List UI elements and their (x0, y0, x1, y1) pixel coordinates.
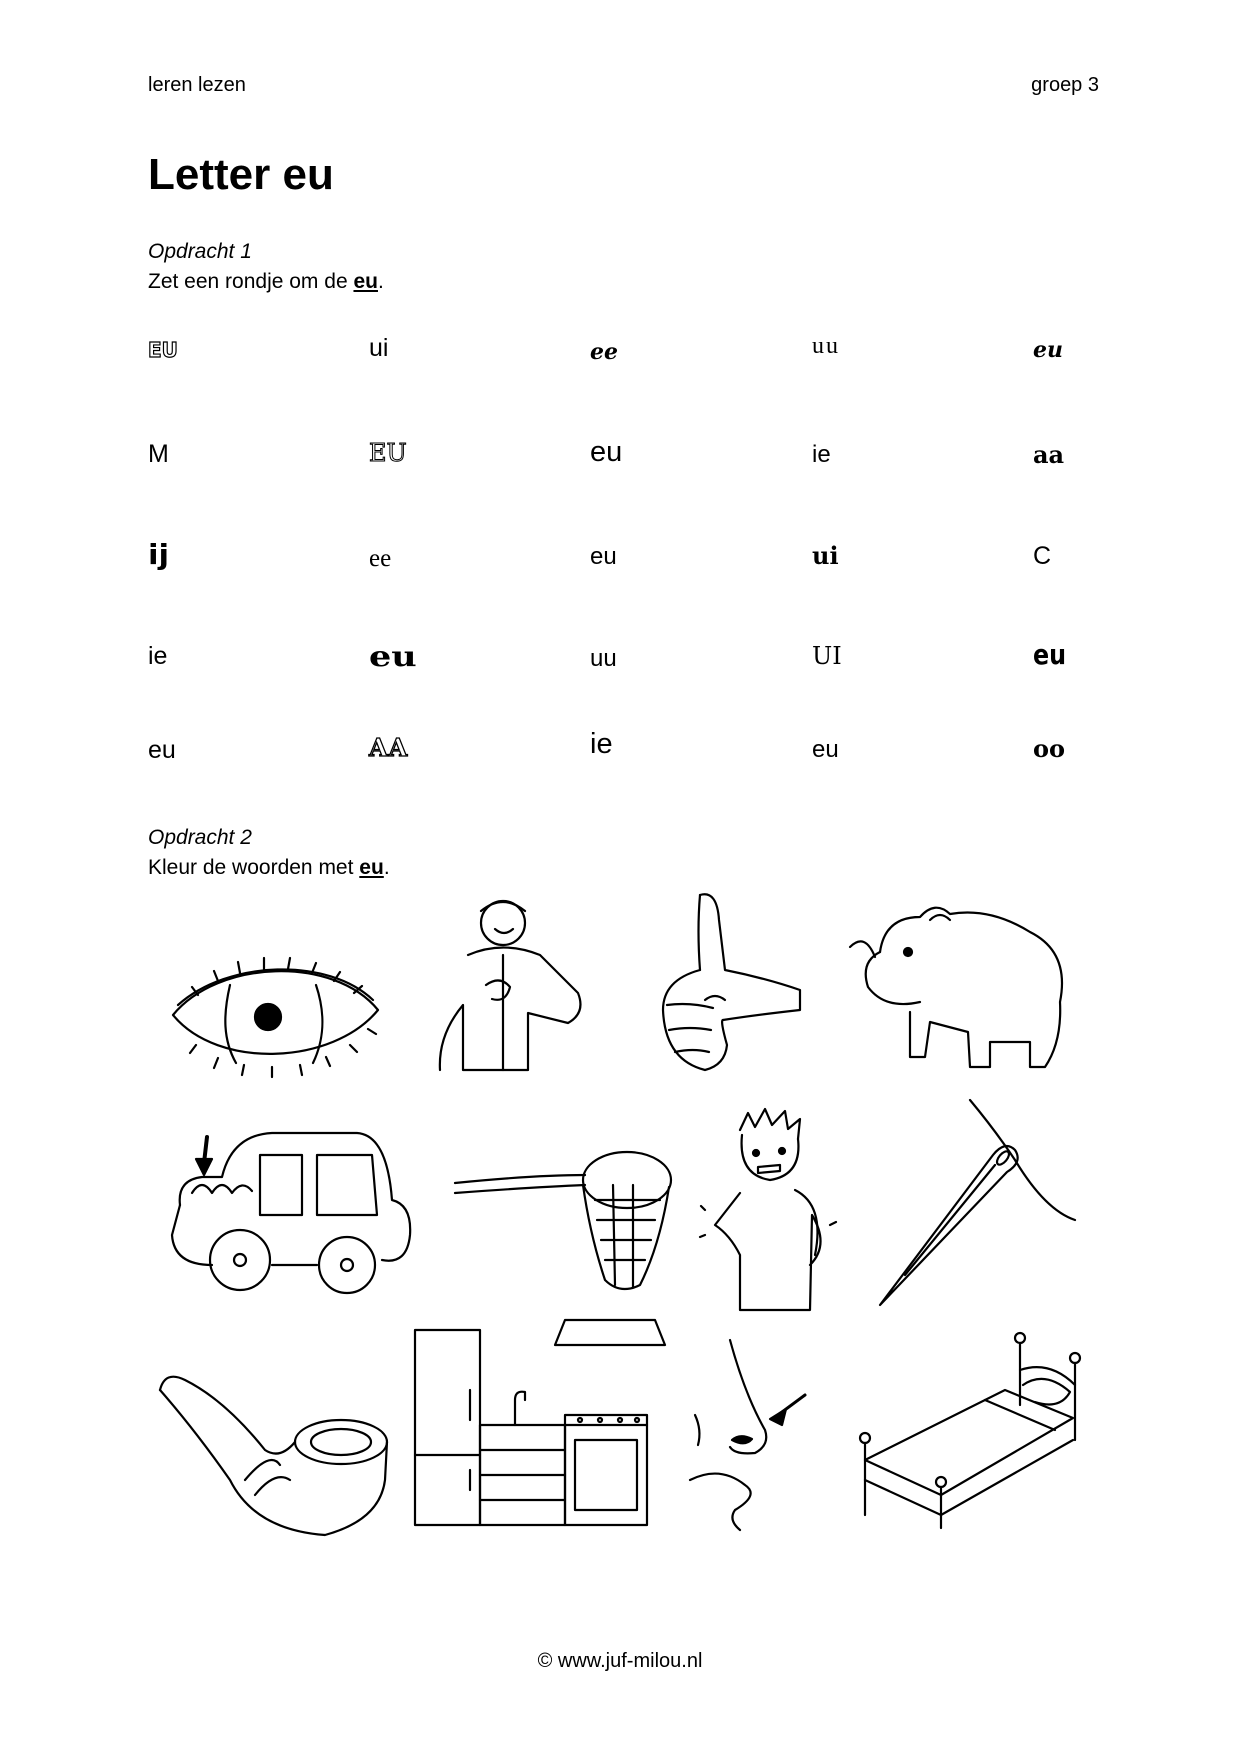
exercise2-instruction (148, 856, 390, 880)
letter-cell[interactable]: AA (369, 733, 409, 762)
letter-cell[interactable]: ee (590, 339, 618, 365)
letter-cell[interactable]: ee (369, 545, 392, 572)
exercise1-instruction (148, 270, 384, 294)
letter-cell[interactable]: eu (1033, 337, 1063, 363)
bed-icon[interactable] (855, 1330, 1085, 1530)
letter-cell[interactable]: eu (369, 640, 417, 673)
letter-cell[interactable]: ie (148, 642, 168, 670)
exercise2-target: eu (359, 856, 384, 879)
exercise1-instruction-after: . (377, 270, 384, 293)
man-icon[interactable] (418, 885, 608, 1085)
page-title: Letter eu (148, 150, 334, 199)
letter-cell[interactable]: eu (1033, 638, 1067, 671)
header-left: leren lezen (148, 74, 246, 96)
letter-cell[interactable]: ui (369, 334, 389, 362)
letter-cell[interactable]: ie (812, 441, 831, 468)
dented-car-icon[interactable] (162, 1125, 417, 1305)
letter-cell[interactable]: M (148, 440, 169, 468)
boy-pain-icon[interactable] (700, 1105, 840, 1315)
exercise2-label: Opdracht 2 (148, 826, 252, 849)
letter-cell[interactable]: eu (148, 736, 176, 764)
exercise2-instruction-before: Kleur de woorden met (148, 856, 360, 879)
letter-cell[interactable]: C (1033, 542, 1052, 570)
exercise1-instruction-before: Zet een rondje om de (148, 270, 354, 293)
letter-cell[interactable]: eu (812, 736, 839, 763)
letter-cell[interactable]: aa (1033, 440, 1065, 469)
footer-copyright: © www.juf-milou.nl (537, 1650, 703, 1672)
letter-cell[interactable]: ie (590, 728, 613, 760)
exercise1-label: Opdracht 1 (148, 240, 252, 263)
rhino-icon[interactable] (840, 892, 1080, 1082)
exercise1-target: eu (353, 270, 378, 293)
exercise2-instruction-after: . (383, 856, 390, 879)
letter-cell[interactable]: oo (1033, 734, 1066, 763)
letter-cell[interactable]: EU (369, 439, 407, 467)
letter-cell[interactable]: eu (590, 543, 617, 570)
nose-icon[interactable] (690, 1335, 850, 1535)
letter-cell[interactable]: UI (812, 642, 842, 670)
letter-cell[interactable]: uu (590, 645, 617, 672)
letter-cell[interactable]: ui (812, 541, 839, 570)
letter-cell[interactable]: eu (590, 436, 623, 468)
needle-icon[interactable] (875, 1100, 1080, 1320)
kitchen-icon[interactable] (415, 1330, 650, 1530)
letter-cell[interactable]: uu (812, 333, 840, 359)
pipe-icon[interactable] (155, 1370, 395, 1545)
thumb-icon[interactable] (645, 890, 810, 1080)
letter-cell[interactable]: EU (148, 338, 178, 362)
eye-icon[interactable] (168, 945, 383, 1080)
net-icon[interactable] (455, 1145, 675, 1355)
letter-cell[interactable]: ij (148, 538, 170, 571)
header-right: groep 3 (1031, 74, 1099, 96)
